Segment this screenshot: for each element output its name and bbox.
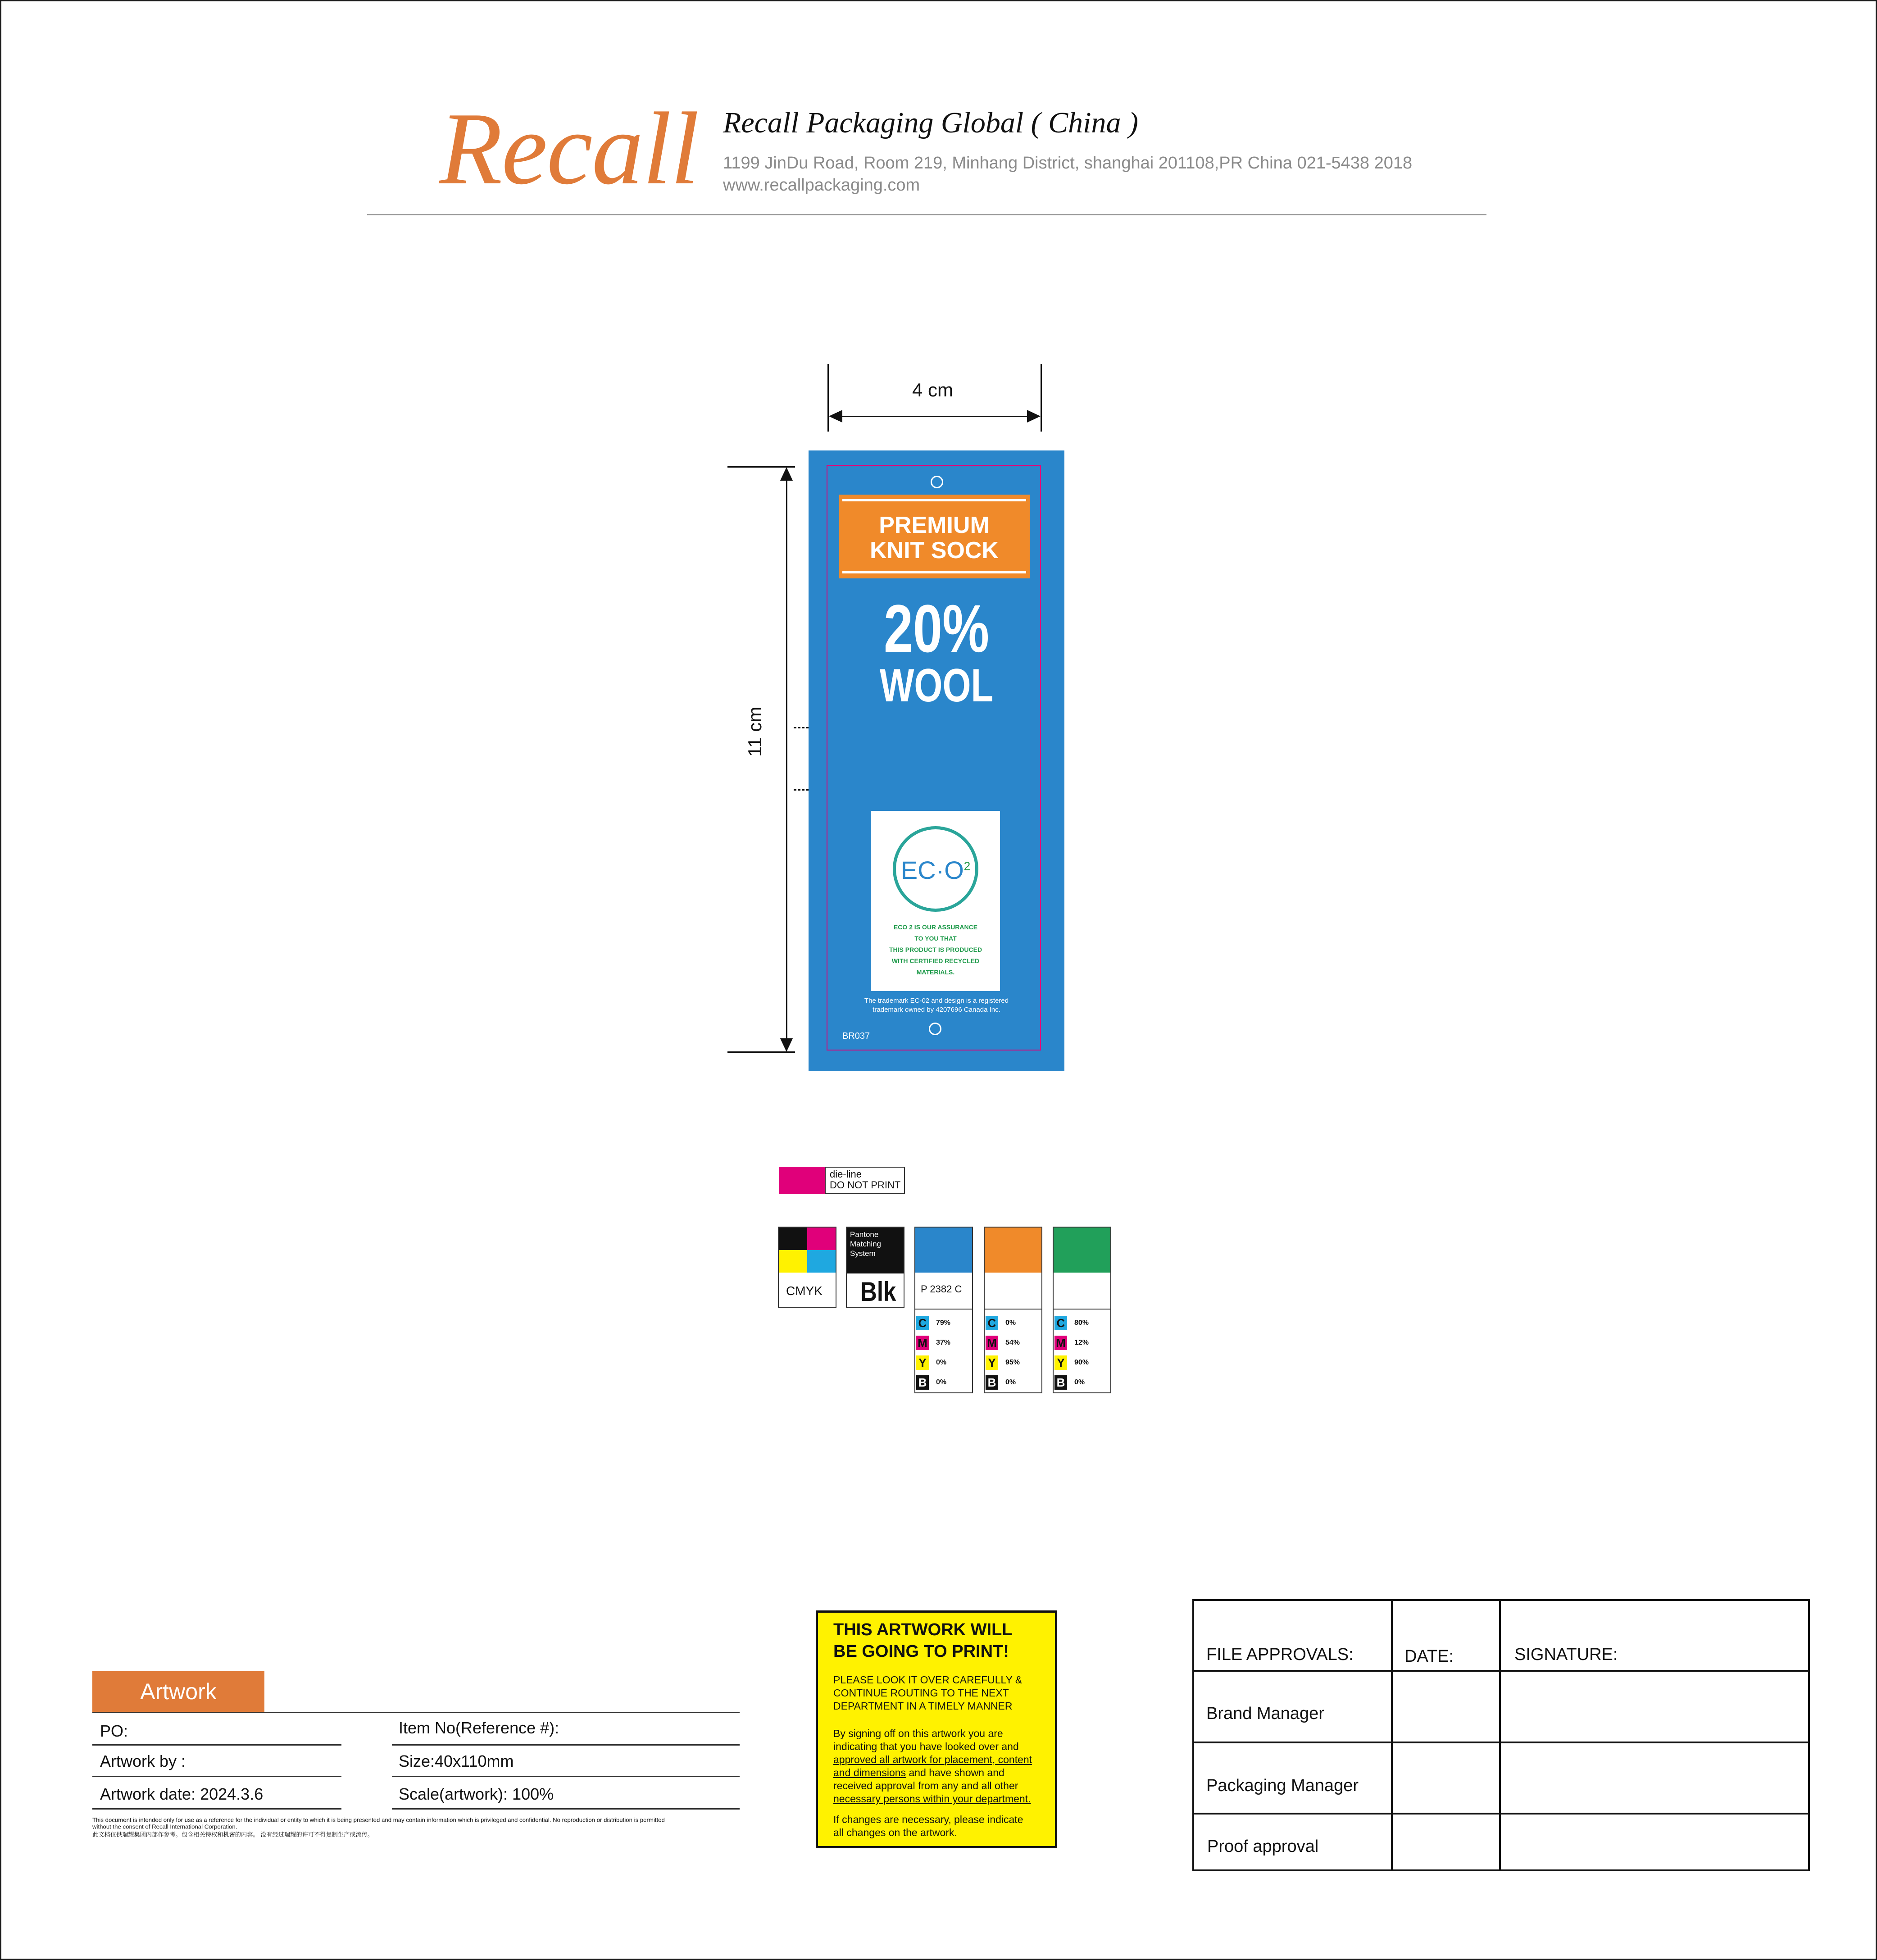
dieline-legend-line2: DO NOT PRINT	[830, 1179, 901, 1191]
dieline-legend-line1: die-line	[830, 1169, 862, 1180]
notice-title-line: BE GOING TO PRINT!	[833, 1642, 1009, 1661]
notice-line: all changes on the artwork.	[833, 1827, 957, 1838]
disclaimer-cn: 此文档仅供瑞耀集团内部作参考。包含相关特权和机密的内容。 没有经过瑞耀的许可不得复制生产或流传。	[92, 1831, 374, 1838]
eco2-logo-sup: 2	[963, 859, 971, 873]
cmyk-value-y: 90%	[1074, 1359, 1089, 1366]
notice-paragraph-2	[833, 1727, 1049, 1805]
banner-rule-top	[842, 499, 1026, 501]
arrow-right-icon	[1027, 410, 1041, 423]
recall-logo: Recall	[439, 91, 699, 206]
spot-swatch-divider	[1053, 1309, 1111, 1310]
cmyk-value-y: 95%	[1005, 1359, 1020, 1366]
eco2-line: THIS PRODUCT IS PRODUCED	[889, 946, 982, 953]
height-dim-line	[786, 480, 787, 1038]
spot-swatch-label: P 2382 C	[921, 1283, 962, 1295]
info-rule-top	[92, 1712, 740, 1713]
notice-line	[833, 1766, 1049, 1779]
info-rule	[92, 1776, 341, 1777]
dieline-swatch	[779, 1167, 825, 1194]
width-label: 4 cm	[912, 379, 954, 400]
cmyk-chip-y: Y	[916, 1355, 929, 1370]
notice-fragment: placement, content	[944, 1754, 1032, 1765]
signature-header: SIGNATURE:	[1514, 1645, 1618, 1664]
banner-line-2: KNIT SOCK	[870, 537, 999, 564]
pantone-caption	[850, 1230, 881, 1258]
eco2-line: ECO 2 IS OUR ASSURANCE	[893, 923, 978, 931]
pantone-caption-line: System	[850, 1249, 876, 1258]
header-divider	[367, 214, 1486, 215]
notice-paragraph-3	[833, 1813, 1049, 1839]
disclaimer	[92, 1817, 727, 1838]
eco2-line: WITH CERTIFIED RECYCLED	[891, 957, 980, 964]
notice-title-line: THIS ARTWORK WILL	[833, 1620, 1013, 1639]
spot-swatch-fill	[1054, 1228, 1110, 1273]
arrow-up-icon	[780, 467, 793, 481]
cmyk-chip-y: Y	[1054, 1355, 1067, 1370]
company-website[interactable]: www.recallpackaging.com	[723, 176, 920, 195]
info-rule	[392, 1808, 740, 1810]
banner-title	[839, 513, 1030, 563]
material-name: WOOL	[879, 659, 994, 712]
approval-row-proof: Proof approval	[1207, 1837, 1319, 1856]
info-rule	[392, 1744, 740, 1746]
notice-paragraph-1	[833, 1674, 1049, 1713]
notice-line	[833, 1753, 1049, 1766]
cmyk-magenta-block	[807, 1228, 836, 1250]
approvals-row-divider	[1192, 1742, 1810, 1743]
approvals-row-divider	[1192, 1813, 1810, 1814]
scale-field: Scale(artwork): 100%	[399, 1785, 554, 1803]
cmyk-value-m: 12%	[1074, 1339, 1089, 1346]
cmyk-chip-b: B	[986, 1375, 998, 1390]
company-address: 1199 JinDu Road, Room 219, Minhang District, shanghai 201108,PR China 021-5438 2018	[723, 154, 1413, 173]
cmyk-value-y: 0%	[936, 1359, 947, 1366]
tag-code: BR037	[842, 1031, 870, 1041]
notice-line: CONTINUE ROUTING TO THE NEXT	[833, 1687, 1009, 1699]
cmyk-value-b: 0%	[1005, 1378, 1016, 1386]
banner-line-1: PREMIUM	[879, 512, 990, 538]
approval-row-packaging-manager: Packaging Manager	[1206, 1776, 1359, 1795]
approvals-table	[1192, 1599, 1810, 1871]
artwork-tab-label: Artwork	[140, 1679, 217, 1704]
blk-label: Blk	[860, 1277, 896, 1307]
item-no-field: Item No(Reference #):	[399, 1719, 559, 1737]
cmyk-chip-b: B	[916, 1375, 929, 1390]
cmyk-black-block	[779, 1228, 807, 1250]
artwork-by-field: Artwork by :	[100, 1752, 186, 1770]
height-label: 11 cm	[744, 706, 765, 757]
hang-hole-top	[931, 476, 943, 488]
notice-line: necessary persons within your department.	[833, 1793, 1031, 1805]
cmyk-cyan-block	[807, 1250, 836, 1273]
eco2-logo	[893, 858, 978, 883]
spot-swatch-fill	[915, 1228, 972, 1273]
approvals-col-divider	[1391, 1599, 1393, 1871]
print-notice-title	[833, 1619, 1045, 1662]
approvals-row-divider	[1192, 1670, 1810, 1672]
artwork-date-field: Artwork date: 2024.3.6	[100, 1785, 264, 1803]
approval-row-brand-manager: Brand Manager	[1206, 1704, 1324, 1723]
trademark-line: trademark owned by 4207696 Canada Inc.	[873, 1006, 1000, 1014]
cmyk-value-c: 0%	[1005, 1319, 1016, 1327]
cmyk-chip-m: M	[1054, 1336, 1067, 1350]
po-field: PO:	[100, 1722, 128, 1740]
file-approvals-header: FILE APPROVALS:	[1206, 1645, 1354, 1664]
cmyk-chip-c: C	[1054, 1316, 1067, 1330]
cmyk-value-c: 80%	[1074, 1319, 1089, 1327]
cmyk-value-b: 0%	[1074, 1378, 1085, 1386]
size-field: Size:40x110mm	[399, 1752, 514, 1770]
spot-swatch-divider	[984, 1309, 1042, 1310]
cmyk-value-b: 0%	[936, 1378, 947, 1386]
pantone-caption-line: Pantone	[850, 1230, 879, 1239]
width-ext-right	[1041, 364, 1042, 432]
cmyk-chip-y: Y	[986, 1355, 998, 1370]
notice-line: DEPARTMENT IN A TIMELY MANNER	[833, 1700, 1013, 1712]
cmyk-chip-m: M	[916, 1336, 929, 1350]
notice-fragment: approved all artwork for	[833, 1754, 945, 1765]
pantone-caption-line: Matching	[850, 1240, 881, 1248]
hang-hole-bottom	[929, 1023, 941, 1035]
banner-rule-bottom	[842, 571, 1026, 573]
width-dim-line	[841, 416, 1027, 417]
notice-line: By signing off on this artwork you are	[833, 1728, 1003, 1739]
cmyk-label: CMYK	[786, 1284, 823, 1298]
cmyk-chip-c: C	[916, 1316, 929, 1330]
trademark-notice	[836, 996, 1037, 1014]
info-rule	[92, 1744, 341, 1746]
disclaimer-line: This document is intended only for use as a reference for the individual or entity to which it is being presented and may contain information which is privileged and confidential. No reproduction or distribution is permitted	[92, 1817, 665, 1824]
cmyk-chip-c: C	[986, 1316, 998, 1330]
notice-line: If changes are necessary, please indicate	[833, 1814, 1023, 1825]
eco2-statement	[874, 922, 997, 978]
notice-fragment: and have shown and	[906, 1767, 1004, 1778]
notice-fragment: and dimensions	[833, 1767, 906, 1778]
info-rule	[92, 1808, 341, 1810]
cmyk-value-m: 37%	[936, 1339, 951, 1346]
eco2-line: MATERIALS.	[916, 969, 955, 976]
cmyk-value-m: 54%	[1005, 1339, 1020, 1346]
trademark-line: The trademark EC-02 and design is a registered	[864, 997, 1009, 1005]
spot-swatch-divider	[914, 1309, 973, 1310]
spot-swatch-fill	[985, 1228, 1041, 1273]
cmyk-yellow-block	[779, 1250, 807, 1273]
arrow-down-icon	[780, 1038, 793, 1052]
disclaimer-line: without the consent of Recall International Corporation.	[92, 1823, 237, 1830]
approvals-col-divider	[1499, 1599, 1501, 1871]
info-rule	[392, 1776, 740, 1777]
notice-line: received approval from any and all other	[833, 1780, 1018, 1792]
company-name: Recall Packaging Global ( China )	[723, 106, 1138, 139]
date-header: DATE:	[1404, 1647, 1454, 1666]
cmyk-chip-b: B	[1054, 1375, 1067, 1390]
notice-line: PLEASE LOOK IT OVER CAREFULLY &	[833, 1674, 1023, 1686]
eco2-line: TO YOU THAT	[914, 935, 957, 942]
eco2-logo-text: EC·O	[900, 856, 964, 884]
arrow-left-icon	[829, 410, 842, 423]
wool-percentage: 20%	[883, 591, 990, 666]
notice-line: indicating that you have looked over and	[833, 1741, 1019, 1752]
cmyk-value-c: 79%	[936, 1319, 951, 1327]
cmyk-chip-m: M	[986, 1336, 998, 1350]
